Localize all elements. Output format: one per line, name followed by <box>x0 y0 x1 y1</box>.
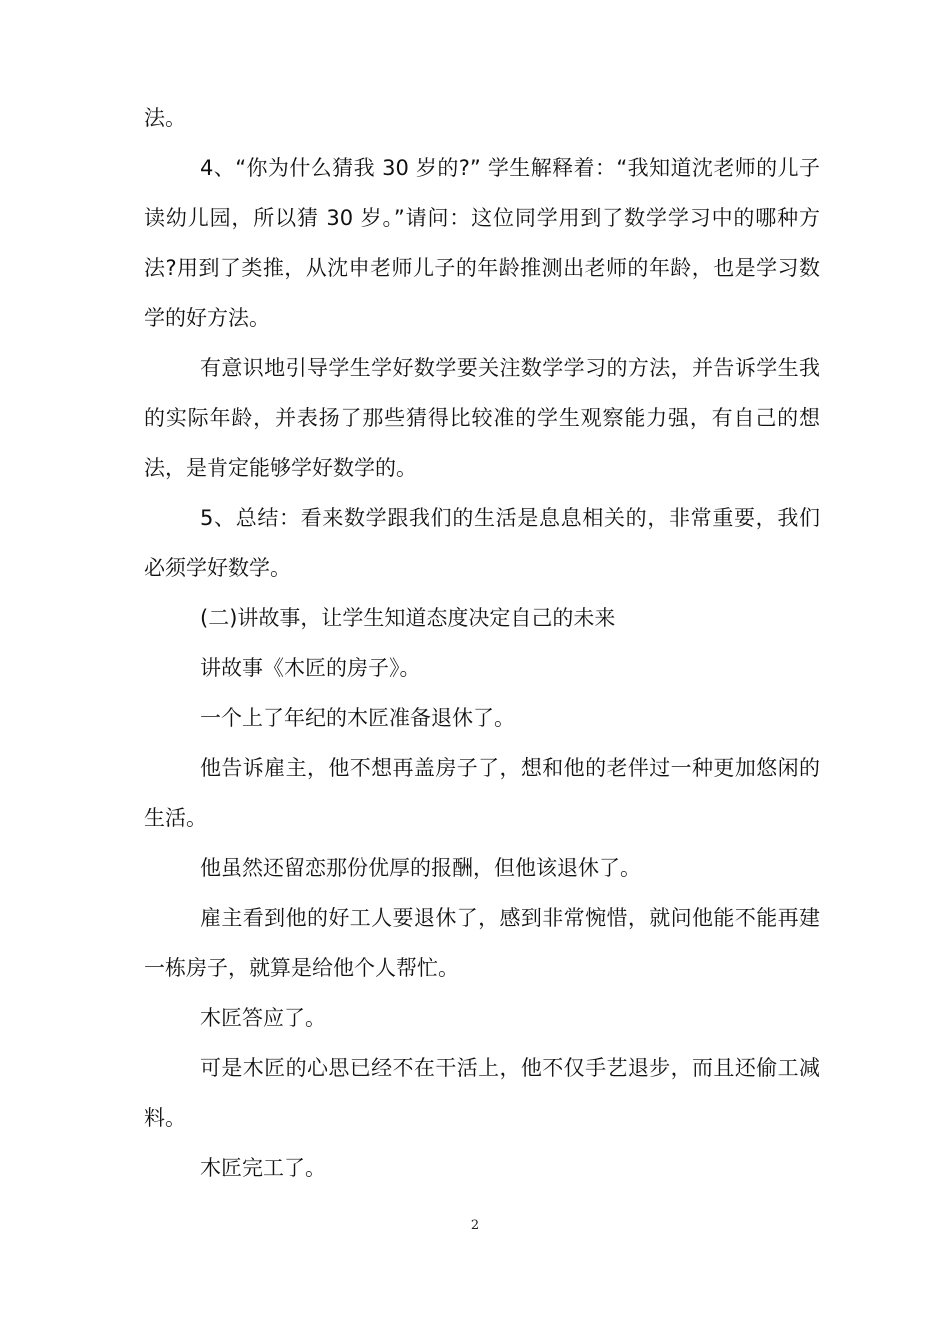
paragraph: 4、“你为什么猜我 30 岁的?” 学生解释着：“我知道沈老师的儿子读幼儿园，所以猜 30 岁。”请问：这位同学用到了数学学习中的哪种方法?用到了类推，从沈申老师儿子的年龄推测出老师的年龄，也是学习数学的好方法。 <box>144 156 820 330</box>
paragraph: 5、总结：看来数学跟我们的生活是息息相关的，非常重要，我们必须学好数学。 <box>144 506 820 580</box>
paragraph: 木匠完工了。 <box>200 1156 326 1180</box>
section-heading: (二)讲故事，让学生知道态度决定自己的未来 <box>200 606 616 630</box>
paragraph: 雇主看到他的好工人要退休了，感到非常惋惜，就问他能不能再建一栋房子，就算是给他个人帮忙。 <box>144 906 820 980</box>
paragraph: 可是木匠的心思已经不在干活上，他不仅手艺退步，而且还偷工减料。 <box>144 1056 820 1130</box>
paragraph: 法。 <box>144 106 186 130</box>
paragraph: 木匠答应了。 <box>200 1006 326 1030</box>
page-number: 2 <box>470 1218 480 1233</box>
paragraph: 讲故事《木匠的房子》。 <box>200 656 421 680</box>
paragraph: 一个上了年纪的木匠准备退休了。 <box>200 706 515 730</box>
paragraph: 有意识地引导学生学好数学要关注数学学习的方法，并告诉学生我的实际年龄，并表扬了那些猜得比较准的学生观察能力强，有自己的想法，是肯定能够学好数学的。 <box>144 356 820 480</box>
paragraph: 他告诉雇主，他不想再盖房子了，想和他的老伴过一种更加悠闲的生活。 <box>144 756 820 830</box>
body-text <box>144 93 820 1193</box>
paragraph: 他虽然还留恋那份优厚的报酬，但他该退休了。 <box>200 856 641 880</box>
